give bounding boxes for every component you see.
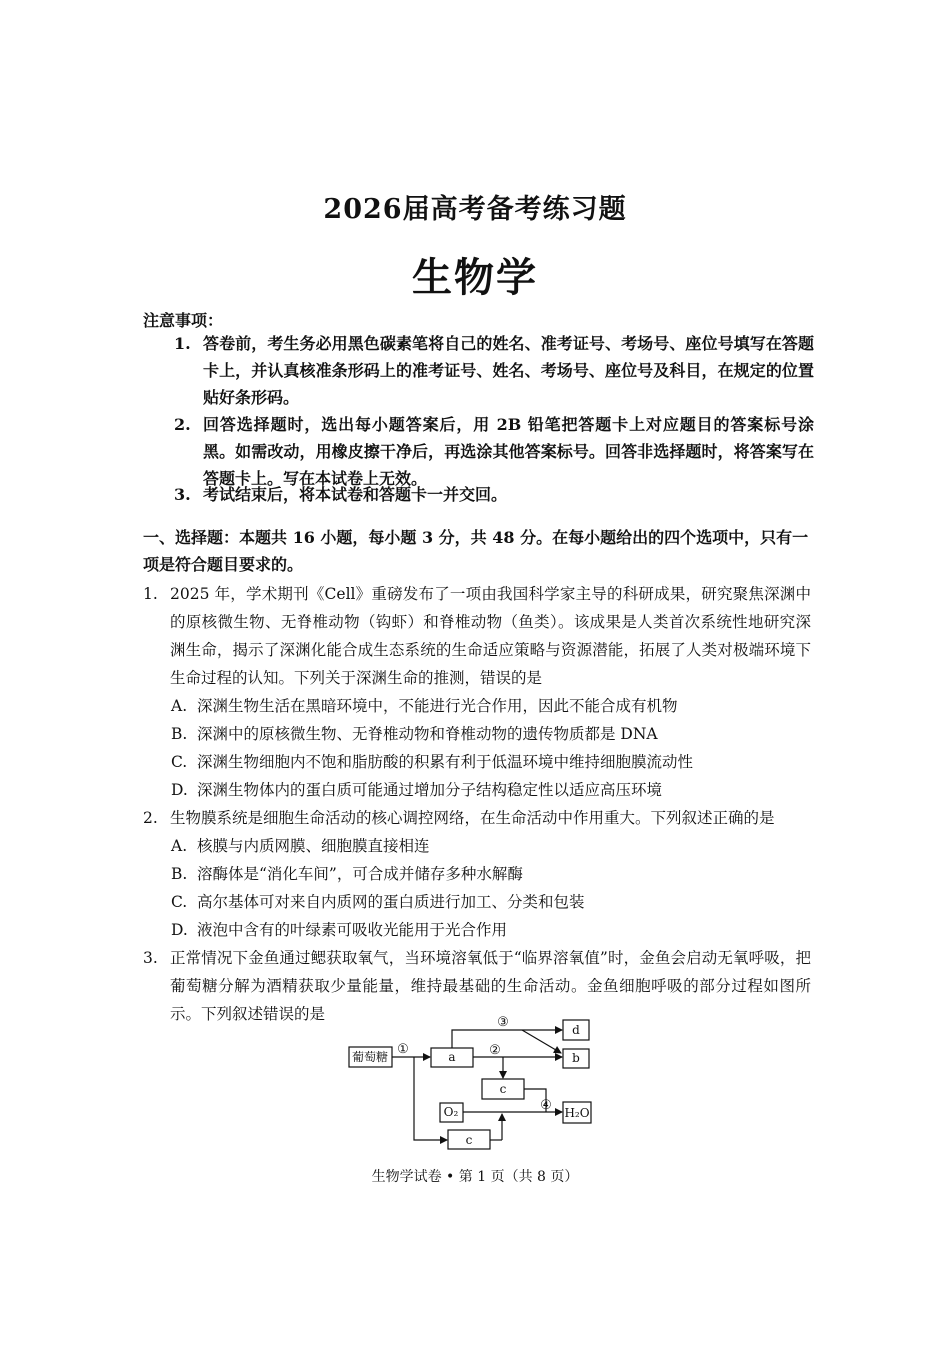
option-label: A. (171, 837, 188, 855)
notice-item-number: 3. (174, 485, 191, 504)
question-stem: 生物膜系统是细胞生命活动的核心调控网络，在生命活动中作用重大。下列叙述正确的是 (170, 809, 775, 827)
option-text: 深渊生物细胞内不饱和脂肪酸的积累有利于低温环境中维持细胞膜流动性 (197, 753, 694, 771)
option-text: 液泡中含有的叶绿素可吸收光能用于光合作用 (197, 921, 508, 939)
option-label: A. (171, 697, 188, 715)
question-stem: 2025 年，学术期刊《Cell》重磅发布了一项由我国科学家主导的科研成果，研究聚焦深渊中的原核微生物、无脊椎动物（钩虾）和脊椎动物（鱼类）。该成果是人类首次系统性地研究深渊生命，揭示了深渊化能合成生态系统的生命适应策略与资源潜能，拓展了人类对极端环境下生命过程的认知。下列关于深渊生命的推测，错误的是 (170, 585, 811, 687)
b-label: b (572, 1051, 580, 1065)
option-text: 溶酶体是“消化车间”，可合成并储存多种水解酶 (197, 865, 523, 883)
option-label: B. (171, 865, 188, 883)
question-number: 2. (143, 809, 158, 827)
option-label: B. (171, 725, 188, 743)
notice-item-text: 答卷前，考生务必用黑色碳素笔将自己的姓名、准考证号、考场号、座位号填写在答题卡上，并认真核准条形码上的准考证号、姓名、考场号、座位号及科目，在规定的位置贴好条形码。 (203, 334, 814, 407)
notice-item-number: 2. (174, 415, 191, 434)
c-top-label: c (499, 1082, 507, 1096)
option-label: D. (171, 921, 188, 939)
c-bottom-label: c (465, 1133, 473, 1147)
arrow-diagonal-to-b (522, 1030, 561, 1053)
option-label: D. (171, 781, 188, 799)
a-label: a (448, 1050, 456, 1064)
notice-item-number: 1. (174, 334, 191, 353)
o2-label: O₂ (443, 1105, 459, 1119)
question-number: 1. (143, 585, 158, 603)
notice-item-text: 回答选择题时，选出每小题答案后，用 2B 铅笔把答题卡上对应题目的答案标号涂黑。如需改动，用橡皮擦干净后，再选涂其他答案标号。回答非选择题时，将答案写在答题卡上。写在本试卷上无效。 (203, 415, 814, 488)
step-4-label: ④ (540, 1098, 552, 1113)
d-label: d (572, 1023, 580, 1037)
arrow-a-to-d (452, 1030, 562, 1048)
exam-title: 2026届高考备考练习题 (323, 194, 627, 225)
option-label: C. (171, 753, 188, 771)
option-text: 核膜与内质网膜、细胞膜直接相连 (197, 837, 430, 855)
option-text: 深渊中的原核微生物、无脊椎动物和脊椎动物的遗传物质都是 DNA (197, 725, 658, 743)
step-2-label: ② (489, 1043, 501, 1058)
option-text: 深渊生物生活在黑暗环境中，不能进行光合作用，因此不能合成有机物 (197, 697, 678, 715)
page-footer: 生物学试卷 • 第 1 页（共 8 页） (371, 1169, 579, 1185)
arrow-glucose-to-c-bottom (414, 1057, 447, 1140)
subject-title: 生物学 (412, 254, 538, 301)
question-stem: 正常情况下金鱼通过鳃获取氧气，当环境溶氧低于“临界溶氧值”时，金鱼会启动无氧呼吸，把葡萄糖分解为酒精获取少量能量，维持最基础的生命活动。金鱼细胞呼吸的部分过程如图所示。下列叙述错误的是 (170, 949, 811, 1023)
option-label: C. (171, 893, 188, 911)
glucose-label: 葡萄糖 (351, 1050, 389, 1064)
step-3-label: ③ (497, 1015, 509, 1030)
section-heading: 一、选择题：本题共 16 小题，每小题 3 分，共 48 分。在每小题给出的四个选项中，只有一项是符合题目要求的。 (143, 528, 809, 574)
notice-item-text: 考试结束后，将本试卷和答题卡一并交回。 (203, 485, 508, 504)
step-1-label: ① (397, 1042, 409, 1057)
option-text: 深渊生物体内的蛋白质可能通过增加分子结构稳定性以适应高压环境 (197, 781, 663, 799)
h2o-label: H₂O (564, 1106, 590, 1120)
option-text: 高尔基体可对来自内质网的蛋白质进行加工、分类和包装 (197, 893, 585, 911)
question-number: 3. (143, 949, 158, 967)
notice-heading: 注意事项： (143, 311, 224, 330)
